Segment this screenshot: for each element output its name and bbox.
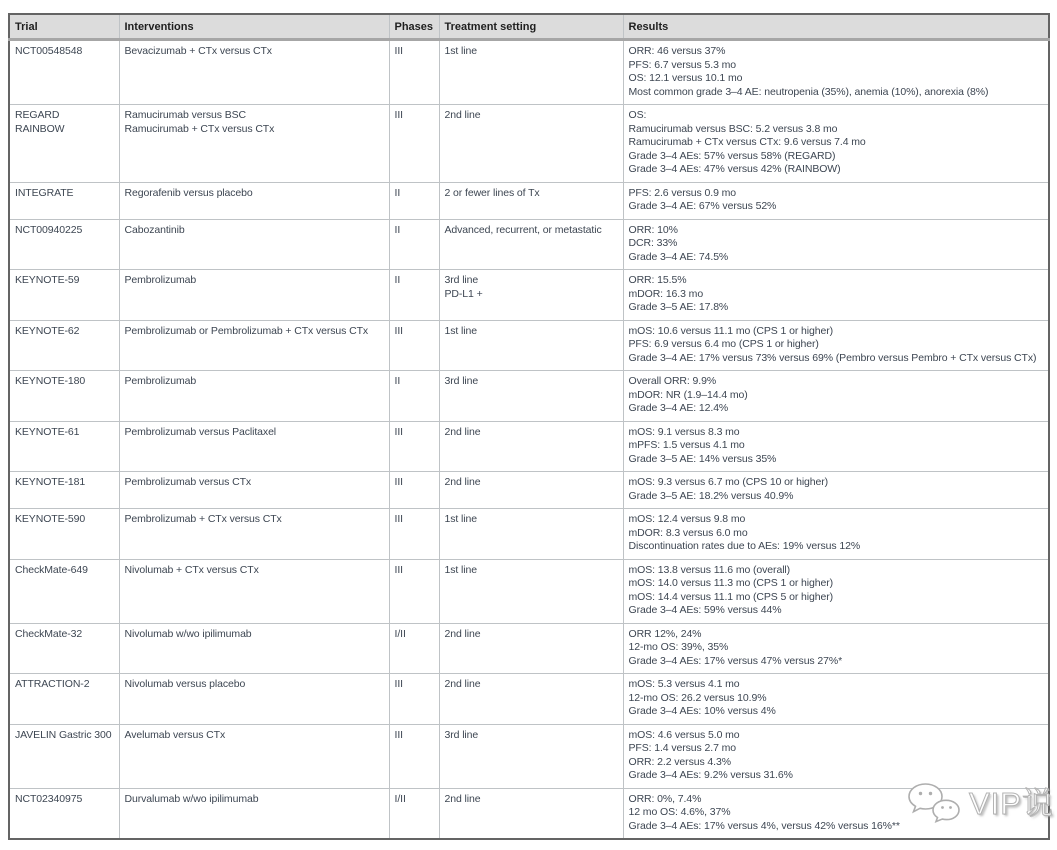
trial-cell [9, 182, 119, 219]
cell-line: Pembrolizumab [124, 274, 197, 286]
table-row [9, 472, 1049, 509]
interventions-cell [119, 182, 389, 219]
interventions-cell [119, 788, 389, 839]
cell-line: mOS: 9.3 versus 6.7 mo (CPS 10 or higher) [628, 476, 829, 488]
cell-line: 3rd line [444, 728, 479, 741]
cell-line: Grade 3–4 AEs: 59% versus 44% [628, 604, 782, 616]
cell-line: Grade 3–5 AE: 18.2% versus 40.9% [628, 489, 794, 502]
interventions-cell [119, 219, 389, 270]
table-row [9, 509, 1049, 560]
interventions-cell [119, 105, 389, 183]
cell-line: Ramucirumab versus BSC [124, 109, 247, 121]
cell-line: ORR: 46 versus 37% [628, 45, 726, 57]
phase-cell [389, 320, 439, 371]
cell-line: OS: [628, 109, 647, 121]
cell-line: 2 or fewer lines of Tx [444, 186, 540, 199]
treatment-setting-cell [439, 320, 623, 371]
results-cell [623, 724, 1049, 788]
cell-line: Pembrolizumab + CTx versus CTx [124, 513, 282, 525]
cell-line: ORR 12%, 24% [628, 627, 702, 640]
cell-line: mOS: 12.4 versus 9.8 mo [628, 513, 746, 525]
cell-line: mOS: 14.0 versus 11.3 mo (CPS 1 or higher) [628, 577, 834, 589]
treatment-setting-cell [439, 559, 623, 623]
treatment-setting-cell [439, 724, 623, 788]
interventions-cell [119, 270, 389, 321]
cell-line: NCT02340975 [15, 792, 83, 805]
cell-line: Grade 3–4 AE: 67% versus 52% [628, 200, 777, 212]
cell-line: 12-mo OS: 26.2 versus 10.9% [628, 691, 767, 704]
interventions-cell [119, 472, 389, 509]
cell-line: III [394, 324, 403, 337]
cell-line: 3rd line [444, 375, 479, 387]
cell-line: PFS: 2.6 versus 0.9 mo [628, 186, 737, 199]
cell-line: III [394, 678, 403, 690]
cell-line: ORR: 0%, 7.4% [628, 792, 702, 805]
cell-line: III [394, 728, 403, 741]
cell-line: Overall ORR: 9.9% [628, 375, 717, 387]
cell-line: I/II [394, 627, 406, 640]
cell-line: Nivolumab + CTx versus CTx [124, 563, 259, 576]
trial-cell [9, 509, 119, 560]
interventions-cell [119, 674, 389, 725]
results-cell [623, 371, 1049, 422]
phase-cell [389, 674, 439, 725]
cell-line: ORR: 10% [628, 223, 678, 236]
results-cell [623, 182, 1049, 219]
table-row [9, 182, 1049, 219]
phase-cell [389, 182, 439, 219]
phase-cell [389, 788, 439, 839]
table-row [9, 421, 1049, 472]
cell-line: 2nd line [444, 425, 481, 438]
cell-line: III [394, 425, 403, 438]
phase-cell [389, 421, 439, 472]
results-cell [623, 270, 1049, 321]
cell-line: 2nd line [444, 476, 481, 488]
cell-line: 2nd line [444, 109, 481, 121]
results-cell [623, 559, 1049, 623]
col-header-trial: Trial [9, 14, 119, 40]
cell-line: PFS: 1.4 versus 2.7 mo [628, 742, 737, 754]
cell-line: Grade 3–4 AEs: 47% versus 42% (RAINBOW) [628, 163, 841, 175]
phase-cell [389, 40, 439, 105]
table-row [9, 674, 1049, 725]
table-row [9, 724, 1049, 788]
results-cell [623, 674, 1049, 725]
table-row [9, 320, 1049, 371]
interventions-cell [119, 40, 389, 105]
cell-line: mDOR: 16.3 mo [628, 287, 704, 300]
cell-line: Grade 3–5 AE: 14% versus 35% [628, 452, 777, 465]
cell-line: OS: 12.1 versus 10.1 mo [628, 72, 743, 84]
cell-line: 1st line [444, 563, 477, 576]
cell-line: II [394, 274, 401, 286]
cell-line: Ramucirumab + CTx versus CTx [124, 122, 275, 135]
cell-line: 2nd line [444, 792, 481, 805]
cell-line: III [394, 563, 403, 576]
trial-cell [9, 371, 119, 422]
trial-cell [9, 320, 119, 371]
cell-line: Bevacizumab + CTx versus CTx [124, 45, 272, 57]
cell-line: Ramucirumab versus BSC: 5.2 versus 3.8 mo [628, 122, 838, 135]
treatment-setting-cell [439, 674, 623, 725]
watermark-text: VIP说 [969, 785, 1054, 821]
phase-cell [389, 509, 439, 560]
treatment-setting-cell [439, 788, 623, 839]
results-cell [623, 40, 1049, 105]
cell-line: 12 mo OS: 4.6%, 37% [628, 806, 731, 818]
cell-line: JAVELIN Gastric 300 [15, 728, 112, 741]
cell-line: Pembrolizumab versus Paclitaxel [124, 425, 277, 438]
cell-line: NCT00940225 [15, 223, 83, 236]
cell-line: KEYNOTE-181 [15, 476, 86, 488]
cell-line: Grade 3–4 AEs: 17% versus 4%, versus 42% versus 16%** [628, 819, 900, 832]
cell-line: III [394, 513, 403, 525]
results-cell [623, 788, 1049, 839]
trial-cell [9, 623, 119, 674]
cell-line: Regorafenib versus placebo [124, 186, 253, 199]
cell-line: Grade 3–4 AEs: 10% versus 4% [628, 705, 776, 717]
cell-line: KEYNOTE-62 [15, 324, 80, 337]
results-cell [623, 472, 1049, 509]
clinical-trials-table-container [8, 13, 1050, 840]
interventions-cell [119, 559, 389, 623]
cell-line: Durvalumab w/wo ipilimumab [124, 792, 259, 805]
header-row [9, 14, 1049, 40]
trial-cell [9, 219, 119, 270]
treatment-setting-cell [439, 105, 623, 183]
phase-cell [389, 724, 439, 788]
clinical-trials-table [8, 13, 1050, 840]
phase-cell [389, 559, 439, 623]
cell-line: KEYNOTE-180 [15, 375, 86, 387]
treatment-setting-cell [439, 421, 623, 472]
interventions-cell [119, 371, 389, 422]
cell-line: INTEGRATE [15, 186, 74, 199]
table-row [9, 788, 1049, 839]
cell-line: II [394, 375, 401, 387]
col-header-treatment-setting: Treatment setting [439, 14, 623, 40]
cell-line: III [394, 45, 403, 57]
cell-line: 3rd line [444, 274, 479, 286]
cell-line: RAINBOW [15, 122, 65, 135]
cell-line: 2nd line [444, 627, 481, 640]
interventions-cell [119, 623, 389, 674]
cell-line: Most common grade 3–4 AE: neutropenia (35%), anemia (10%), anorexia (8%) [628, 85, 989, 98]
cell-line: KEYNOTE-59 [15, 274, 80, 286]
cell-line: mOS: 4.6 versus 5.0 mo [628, 728, 740, 741]
table-row [9, 40, 1049, 105]
cell-line: Grade 3–5 AE: 17.8% [628, 301, 729, 313]
results-cell [623, 219, 1049, 270]
cell-line: Cabozantinib [124, 223, 185, 236]
cell-line: DCR: 33% [628, 237, 678, 249]
cell-line: Discontinuation rates due to AEs: 19% versus 12% [628, 540, 861, 552]
interventions-cell [119, 421, 389, 472]
cell-line: Pembrolizumab versus CTx [124, 476, 252, 488]
table-row [9, 559, 1049, 623]
treatment-setting-cell [439, 182, 623, 219]
cell-line: Grade 3–4 AE: 74.5% [628, 250, 729, 263]
cell-line: 2nd line [444, 678, 481, 690]
phase-cell [389, 472, 439, 509]
phase-cell [389, 371, 439, 422]
cell-line: ORR: 2.2 versus 4.3% [628, 755, 731, 768]
results-cell [623, 509, 1049, 560]
cell-line: mOS: 13.8 versus 11.6 mo (overall) [628, 563, 791, 576]
cell-line: Grade 3–4 AE: 12.4% [628, 402, 729, 414]
cell-line: mOS: 14.4 versus 11.1 mo (CPS 5 or higher) [628, 590, 834, 603]
cell-line: mOS: 10.6 versus 11.1 mo (CPS 1 or higher) [628, 324, 834, 337]
col-header-phases: Phases [389, 14, 439, 40]
cell-line: Pembrolizumab or Pembrolizumab + CTx versus CTx [124, 324, 369, 337]
cell-line: Nivolumab versus placebo [124, 678, 246, 690]
trial-cell [9, 105, 119, 183]
cell-line: mOS: 5.3 versus 4.1 mo [628, 678, 740, 690]
cell-line: 1st line [444, 45, 477, 57]
cell-line: mPFS: 1.5 versus 4.1 mo [628, 439, 745, 451]
cell-line: II [394, 186, 401, 199]
cell-line: Grade 3–4 AEs: 57% versus 58% (REGARD) [628, 149, 836, 162]
col-header-results: Results [623, 14, 1049, 40]
phase-cell [389, 270, 439, 321]
treatment-setting-cell [439, 509, 623, 560]
cell-line: Nivolumab w/wo ipilimumab [124, 627, 252, 640]
cell-line: KEYNOTE-590 [15, 513, 86, 525]
cell-line: III [394, 109, 403, 121]
table-row [9, 219, 1049, 270]
table-row [9, 623, 1049, 674]
cell-line: mOS: 9.1 versus 8.3 mo [628, 425, 740, 438]
cell-line: CheckMate-649 [15, 563, 88, 576]
cell-line: 1st line [444, 513, 477, 525]
cell-line: I/II [394, 792, 406, 805]
interventions-cell [119, 724, 389, 788]
trial-cell [9, 421, 119, 472]
treatment-setting-cell [439, 40, 623, 105]
results-cell [623, 320, 1049, 371]
cell-line: 1st line [444, 324, 477, 337]
trial-cell [9, 472, 119, 509]
treatment-setting-cell [439, 371, 623, 422]
cell-line: ATTRACTION-2 [15, 678, 90, 690]
cell-line: mDOR: 8.3 versus 6.0 mo [628, 526, 748, 539]
results-cell [623, 623, 1049, 674]
results-cell [623, 105, 1049, 183]
treatment-setting-cell [439, 623, 623, 674]
interventions-cell [119, 320, 389, 371]
cell-line: Grade 3–4 AE: 17% versus 73% versus 69% (Pembro versus Pembro + CTx versus CTx) [628, 351, 1037, 364]
cell-line: PFS: 6.9 versus 6.4 mo (CPS 1 or higher) [628, 338, 819, 350]
cell-line: PD-L1 + [444, 287, 483, 300]
cell-line: Grade 3–4 AEs: 17% versus 47% versus 27%* [628, 654, 843, 667]
treatment-setting-cell [439, 472, 623, 509]
trial-cell [9, 40, 119, 105]
phase-cell [389, 623, 439, 674]
cell-line: PFS: 6.7 versus 5.3 mo [628, 58, 737, 71]
cell-line: Grade 3–4 AEs: 9.2% versus 31.6% [628, 769, 793, 781]
trial-cell [9, 270, 119, 321]
cell-line: ORR: 15.5% [628, 274, 687, 286]
cell-line: CheckMate-32 [15, 627, 83, 640]
trial-cell [9, 724, 119, 788]
table-row [9, 371, 1049, 422]
phase-cell [389, 105, 439, 183]
trial-cell [9, 674, 119, 725]
cell-line: Ramucirumab + CTx versus CTx: 9.6 versus 7.4 mo [628, 136, 866, 148]
interventions-cell [119, 509, 389, 560]
treatment-setting-cell [439, 270, 623, 321]
trial-cell [9, 788, 119, 839]
col-header-interventions: Interventions [119, 14, 389, 40]
cell-line: III [394, 476, 403, 488]
table-row [9, 270, 1049, 321]
cell-line: Advanced, recurrent, or metastatic [444, 223, 602, 236]
phase-cell [389, 219, 439, 270]
cell-line: Pembrolizumab [124, 375, 197, 387]
cell-line: 12-mo OS: 39%, 35% [628, 641, 729, 653]
cell-line: mDOR: NR (1.9–14.4 mo) [628, 388, 748, 401]
cell-line: KEYNOTE-61 [15, 425, 80, 438]
cell-line: II [394, 223, 401, 236]
trial-cell [9, 559, 119, 623]
cell-line: NCT00548548 [15, 45, 83, 57]
cell-line: REGARD [15, 109, 60, 121]
results-cell [623, 421, 1049, 472]
cell-line: Avelumab versus CTx [124, 728, 226, 741]
table-row [9, 105, 1049, 183]
treatment-setting-cell [439, 219, 623, 270]
